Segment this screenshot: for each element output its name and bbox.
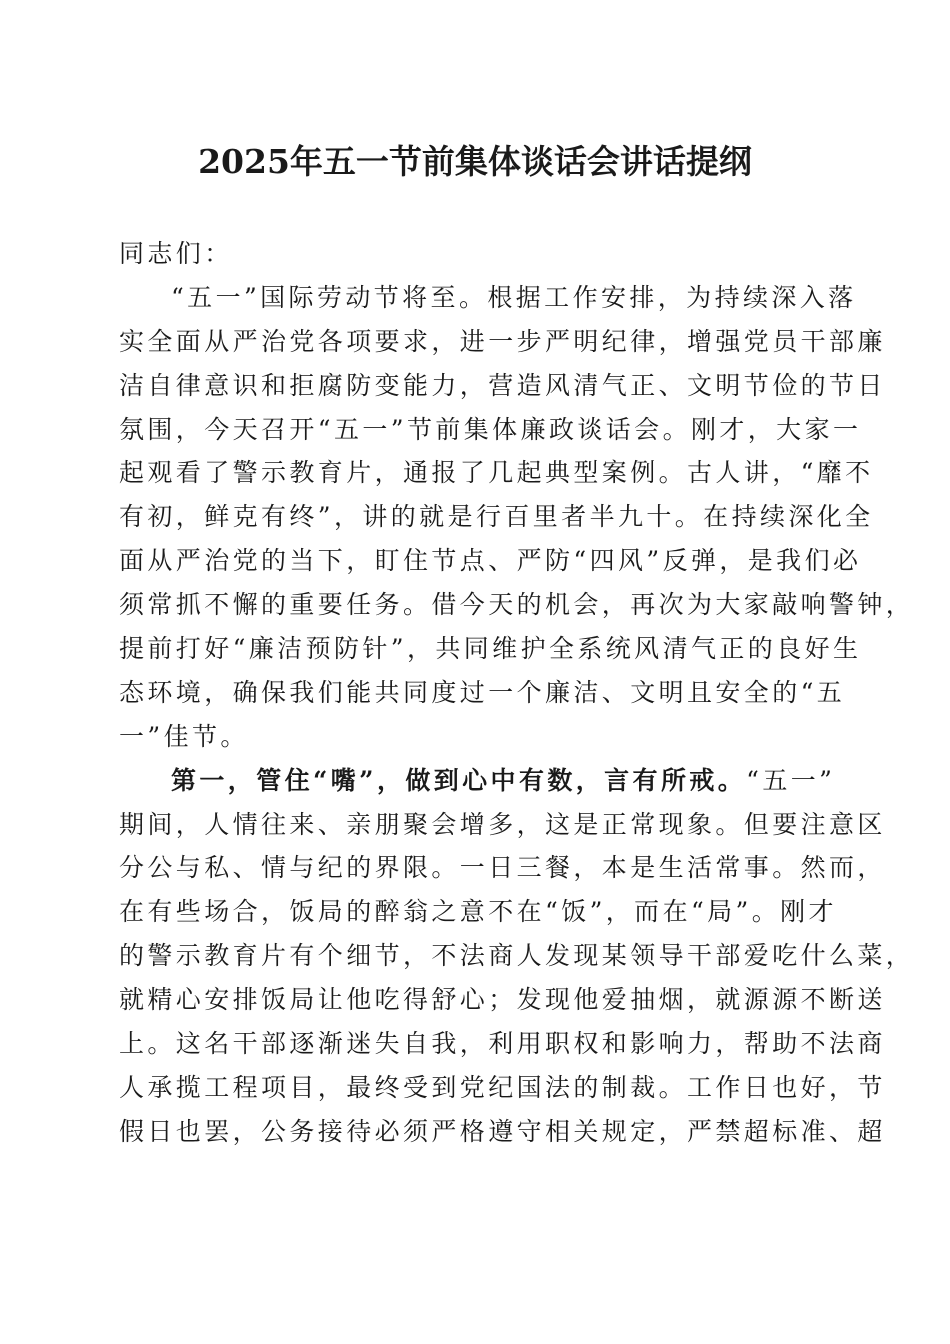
paragraph-line — [119, 759, 834, 803]
paragraph-line: 态环境，确保我们能共同度过一个廉洁、文明且安全的“五 — [119, 677, 846, 707]
paragraph-intro — [119, 276, 915, 759]
paragraph-line: “五一”国际劳动节将至。根据工作安排，为持续深入落 — [171, 282, 857, 312]
paragraph-line: 上。这名干部逐渐迷失自我，利用职权和影响力，帮助不法商 — [119, 1029, 886, 1059]
paragraph-line: 期间，人情往来、亲朋聚会增多，这是正常现象。但要注意区 — [119, 809, 886, 839]
paragraph-line: 就精心安排饭局让他吃得舒心；发现他爱抽烟，就源源不断送 — [119, 985, 886, 1015]
paragraph-line: 有初，鲜克有终”，讲的就是行百里者半九十。在持续深化全 — [119, 502, 874, 532]
paragraph-line: 在有些场合，饭局的醉翁之意不在“饭”，而在“局”。刚才 — [119, 897, 837, 927]
salutation: 同志们： — [119, 239, 233, 268]
paragraph-line: 一”佳节。 — [119, 721, 249, 751]
paragraph-line: 洁自律意识和拒腐防变能力，营造风清气正、文明节俭的节日 — [119, 370, 886, 400]
paragraph-line: 须常抓不懈的重要任务。借今天的机会，再次为大家敲响警钟， — [119, 590, 915, 620]
paragraph-line: 实全面从严治党各项要求，进一步严明纪律，增强党员干部廉 — [119, 326, 886, 356]
document-body — [119, 232, 915, 1154]
document-title: 2025年五一节前集体谈话会讲话提纲 — [198, 142, 752, 181]
paragraph-line: 的警示教育片有个细节，不法商人发现某领导干部爱吃什么菜， — [119, 941, 915, 971]
paragraph-line: 人承揽工程项目，最终受到党纪国法的制裁。工作日也好，节 — [119, 1072, 886, 1102]
paragraph-line: 氛围，今天召开“五一”节前集体廉政谈话会。刚才，大家一 — [119, 414, 862, 444]
paragraph-line: 分公与私、情与纪的界限。一日三餐，本是生活常事。然而， — [119, 853, 886, 883]
heading-line-rest: “五一” — [746, 765, 836, 795]
paragraph-line: 假日也罢，公务接待必须严格遵守相关规定，严禁超标准、超 — [119, 1116, 886, 1146]
paragraph-line: 起观看了警示教育片，通报了几起典型案例。古人讲，“靡不 — [119, 458, 874, 488]
paragraph-first-point — [119, 759, 915, 1154]
paragraph-line: 面从严治党的当下，盯住节点、严防“四风”反弹，是我们必 — [119, 546, 862, 576]
paragraph-line: 提前打好“廉洁预防针”，共同维护全系统风清气正的良好生 — [119, 634, 862, 664]
section-heading: 第一，管住“嘴”，做到心中有数，言有所戒。 — [171, 765, 747, 795]
